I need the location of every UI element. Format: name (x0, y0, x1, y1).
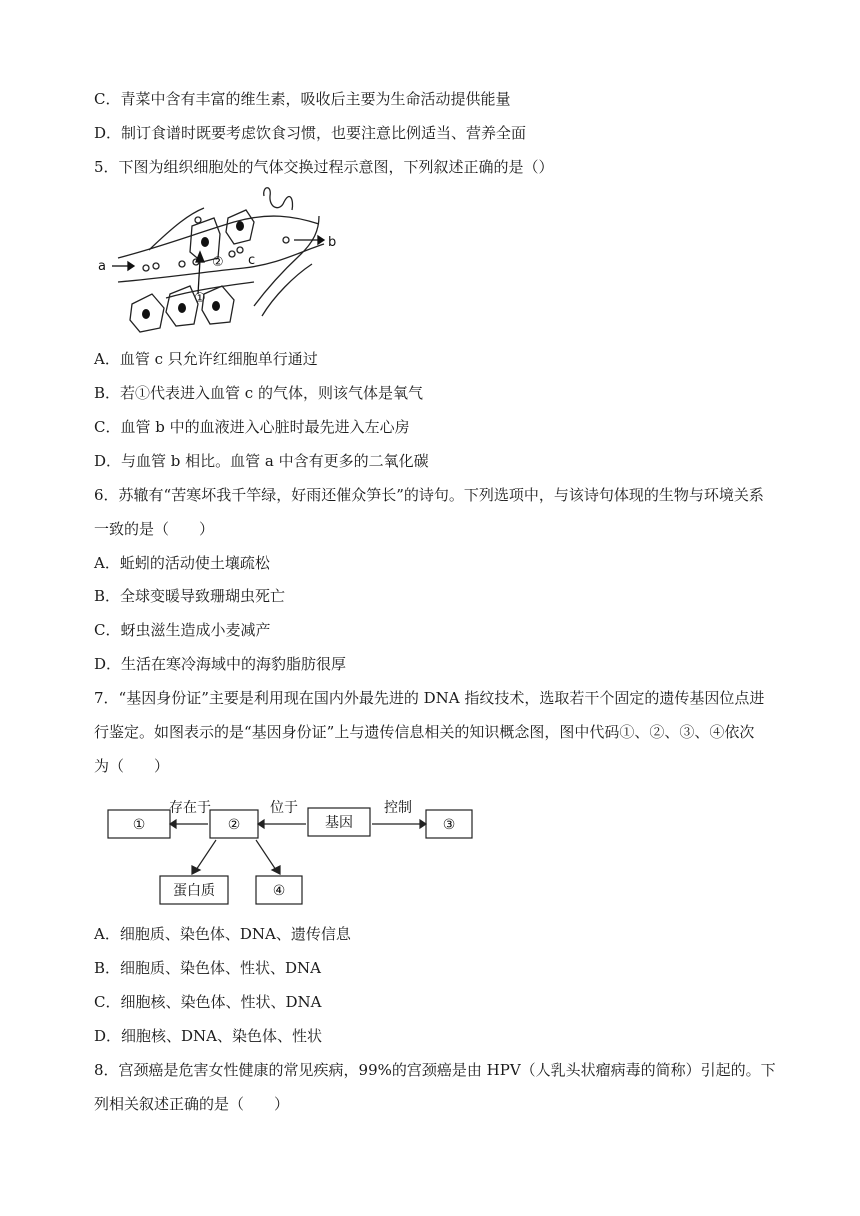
option-7b: B．细胞质、染色体、性状、DNA (94, 959, 322, 977)
box-protein-label: 蛋白质 (173, 883, 215, 899)
question-6-line2: 一致的是（ ） (94, 520, 215, 538)
box-4-label: ④ (272, 883, 286, 899)
question-6-line1: 6．苏辙有“苦寒坏我千竿绿，好雨还催众笋长”的诗句。下列选项中，与该诗句体现的生物与环境关系 (94, 486, 764, 504)
label-c: c (248, 253, 256, 268)
box-1-label: ① (132, 817, 146, 833)
label-b: b (328, 235, 337, 250)
question-5: 5．下图为组织细胞处的气体交换过程示意图，下列叙述正确的是（） (94, 158, 554, 176)
option-6d: D．生活在寒冷海域中的海豹脂肪很厚 (94, 655, 347, 673)
label-a: a (98, 259, 106, 274)
option-5b: B．若①代表进入血管 c 的气体，则该气体是氧气 (94, 384, 423, 402)
question-8-line1: 8．宫颈癌是危害女性健康的常见疾病，99%的宫颈癌是由 HPV（人乳头状瘤病毒的简称）引起的。下 (94, 1061, 776, 1079)
mark-1: ① (194, 291, 206, 306)
option-6c: C．蚜虫滋生造成小麦减产 (94, 621, 271, 639)
box-3-label: ③ (442, 817, 456, 833)
mark-2: ② (212, 255, 224, 270)
option-7c: C．细胞核、染色体、性状、DNA (94, 993, 322, 1011)
question-7-line2: 行鉴定。如图表示的是“基因身份证”上与遗传信息相关的知识概念图，图中代码①、②、③、④依次 (94, 723, 755, 741)
box-2-label: ② (227, 817, 241, 833)
question-7-line1: 7．“基因身份证”主要是利用现在国内外最先进的 DNA 指纹技术，选取若干个固定的遗传基因位点进 (94, 689, 765, 707)
edge-exist-label: 存在于 (169, 800, 211, 816)
question-8-line2: 列相关叙述正确的是（ ） (94, 1095, 290, 1113)
option-6a: A．蚯蚓的活动使土壤疏松 (94, 554, 270, 572)
option-4d: D．制订食谱时既要考虑饮食习惯，也要注意比例适当、营养全面 (94, 124, 527, 142)
box-gene-label: 基因 (325, 815, 353, 831)
edge-control-label: 控制 (384, 800, 412, 816)
option-7d: D．细胞核、DNA、染色体、性状 (94, 1027, 323, 1045)
option-5c: C．血管 b 中的血液进入心脏时最先进入左心房 (94, 418, 410, 436)
option-5a: A．血管 c 只允许红细胞单行通过 (94, 350, 318, 368)
gas-exchange-figure (94, 186, 354, 336)
option-6b: B．全球变暖导致珊瑚虫死亡 (94, 587, 286, 605)
edge-locate-label: 位于 (270, 800, 298, 816)
option-5c-prev: C．青菜中含有丰富的维生素，吸收后主要为生命活动提供能量 (94, 90, 511, 108)
concept-map-figure (104, 790, 484, 910)
question-7-line3: 为（ ） (94, 757, 170, 775)
option-7a: A．细胞质、染色体、DNA、遗传信息 (94, 925, 351, 943)
option-5d: D．与血管 b 相比。血管 a 中含有更多的二氧化碳 (94, 452, 429, 470)
